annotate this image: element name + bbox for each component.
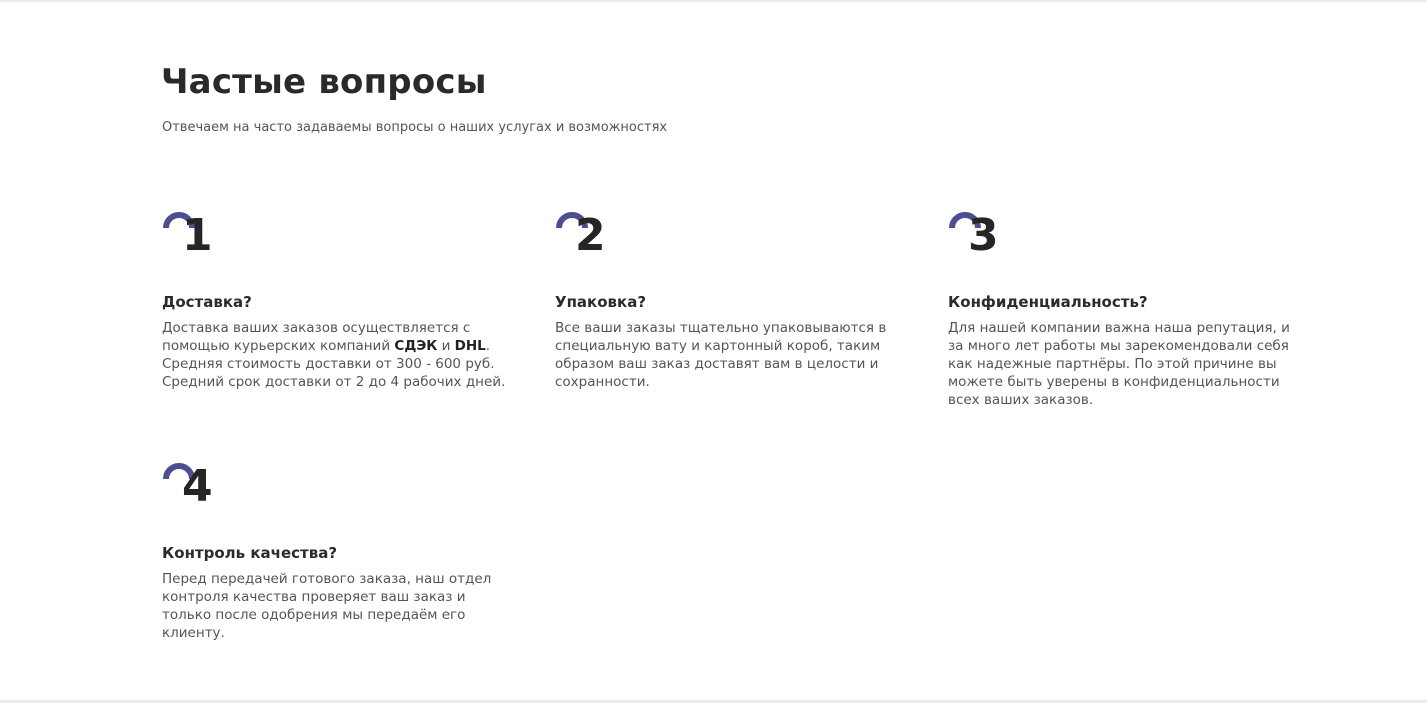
answer-conj: и [437,338,455,354]
answer-text: Перед передачей готового заказа, наш отдел контроля качества проверяет ваш заказ и только после одобрения мы передаём его клиенту. [162,571,492,641]
faq-item-quality-control [162,453,502,642]
carrier-cdek: СДЭК [394,338,438,354]
section-subtitle: Отвечаем на часто задаваемы вопросы о наших услугах и возможностях [162,120,668,135]
top-divider [0,0,1427,2]
answer-text: Все ваши заказы тщательно упаковываются в специальную вату и картонный короб, таким образом ваш заказ доставят вам в целости и сохранности. [555,320,887,390]
number-badge [162,453,502,521]
carrier-dhl: DHL [454,338,486,354]
answer-text [162,319,522,391]
answer-lead: Доставка ваших заказов осуществляется с помощью курьерских компаний [162,320,471,354]
number-badge [162,202,522,270]
number-badge [948,202,1308,270]
item-number: 3 [968,210,999,261]
question-title: Упаковка? [555,293,647,311]
faq-item-delivery [162,202,522,391]
section-title: Частые вопросы [161,62,487,102]
item-number: 1 [182,210,213,261]
question-title: Контроль качества? [162,544,338,562]
number-badge [555,202,900,270]
answer-tail: . Средняя стоимость доставки от 300 - 600 руб. Средний срок доставки от 2 до 4 рабочих дней. [162,338,506,390]
item-number: 4 [182,461,213,512]
question-title: Конфиденциальность? [948,293,1148,311]
question-title: Доставка? [162,293,252,311]
item-number: 2 [575,210,606,261]
faq-item-confidentiality [948,202,1308,409]
answer-text: Для нашей компании важна наша репутация, и за много лет работы мы зарекомендовали себя как надежные партнёры. По этой причине вы можете быть уверены в конфиденциальности всех ваших заказов. [948,320,1290,408]
faq-item-packaging [555,202,900,391]
